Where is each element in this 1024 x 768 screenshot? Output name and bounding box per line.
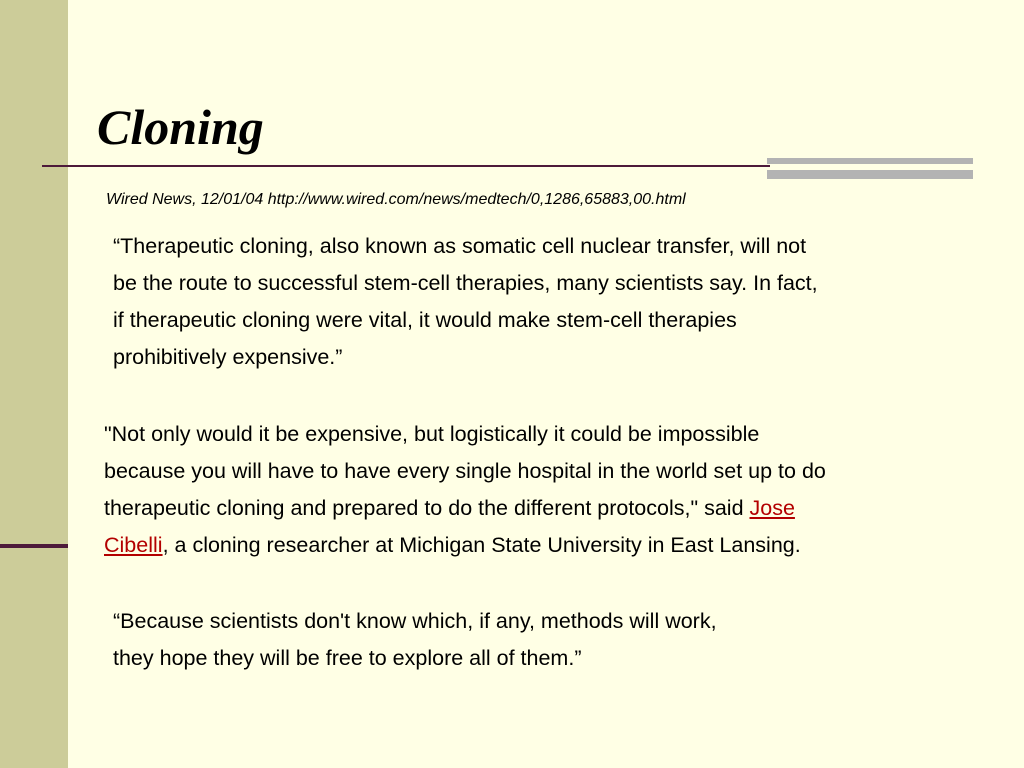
quote-explore-methods xyxy=(113,603,983,677)
quote-line xyxy=(104,527,994,564)
quote-line: “Because scientists don't know which, if any, methods will work, xyxy=(113,609,717,633)
source-citation: Wired News, 12/01/04 http://www.wired.com/news/medtech/0,1286,65883,00.html xyxy=(106,191,686,208)
left-band-divider xyxy=(0,544,68,548)
left-decorative-band xyxy=(0,0,68,768)
quote-line: because you will have to have every single hospital in the world set up to do xyxy=(104,459,826,483)
jose-cibelli-link-part1[interactable]: Jose xyxy=(749,496,795,520)
quote-line: if therapeutic cloning were vital, it would make stem-cell therapies xyxy=(113,308,737,332)
jose-cibelli-link-part2[interactable]: Cibelli xyxy=(104,533,163,557)
quote-therapeutic-cloning xyxy=(113,228,983,376)
quote-text: therapeutic cloning and prepared to do the different protocols," said xyxy=(104,496,750,520)
slide-title: Cloning xyxy=(97,99,264,155)
title-underline-rule xyxy=(42,165,770,167)
quote-line: “Therapeutic cloning, also known as somatic cell nuclear transfer, will not xyxy=(113,234,807,258)
quote-cibelli xyxy=(104,416,994,564)
quote-line xyxy=(104,490,994,527)
quote-line: they hope they will be free to explore all of them.” xyxy=(113,646,582,670)
accent-bar-top xyxy=(767,158,973,164)
quote-text: , a cloning researcher at Michigan State University in East Lansing. xyxy=(162,533,801,557)
quote-line: prohibitively expensive.” xyxy=(113,345,343,369)
accent-bar-bottom xyxy=(767,170,973,179)
quote-line: be the route to successful stem-cell therapies, many scientists say. In fact, xyxy=(113,271,818,295)
quote-line: "Not only would it be expensive, but logistically it could be impossible xyxy=(104,422,760,446)
